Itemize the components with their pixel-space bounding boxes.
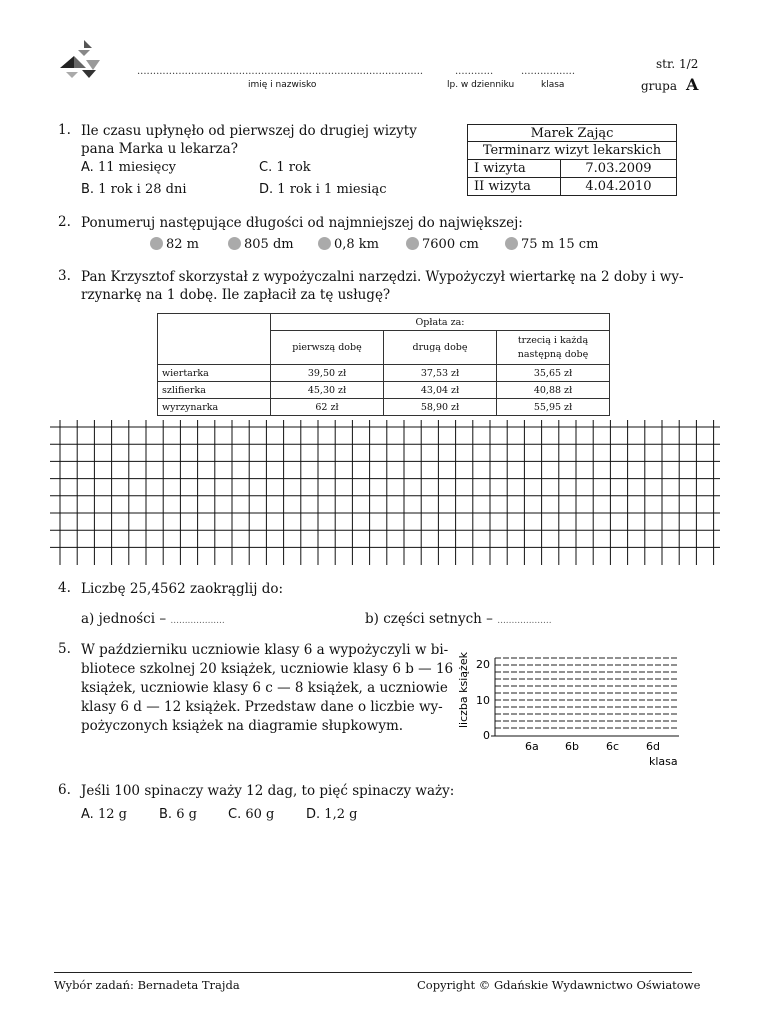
- table-row: wiertarka 39,50 zł 37,53 zł 35,65 zł: [158, 365, 610, 382]
- name-dots: ..........................................................................................: [137, 66, 424, 77]
- q6-option-b[interactable]: B. 6 g: [159, 807, 197, 822]
- q2-item[interactable]: 75 m 15 cm: [505, 237, 598, 252]
- rental-price-table: [157, 313, 610, 416]
- q6-option-c[interactable]: C. 60 g: [228, 807, 275, 822]
- circle-icon: [150, 237, 163, 250]
- table-row: wyrzynarka 62 zł 58,90 zł 55,95 zł: [158, 399, 610, 416]
- q2-item[interactable]: 805 dm: [228, 237, 294, 252]
- q6-option-a[interactable]: A. 12 g: [81, 807, 127, 822]
- footer-left: Wybór zadań: Bernadeta Trajda: [54, 978, 240, 992]
- visit-schedule-table: [467, 124, 677, 196]
- q1-text-line2: pana Marka u lekarza?: [81, 141, 238, 157]
- col-second-day: drugą dobę: [384, 331, 497, 365]
- q5-number: 5.: [58, 641, 71, 657]
- chart-xlabel: klasa: [649, 755, 678, 768]
- q1-text-line1: Ile czasu upłynęło od pierwszej do drugiej wizyty: [81, 123, 417, 139]
- q6-number: 6.: [58, 782, 71, 798]
- q1-number: 1.: [58, 122, 71, 138]
- publisher-logo: [56, 40, 106, 80]
- chart-xtick: 6a: [525, 740, 539, 753]
- chart-ytick: 0: [483, 729, 490, 742]
- table-row: szlifierka 45,30 zł 43,04 zł 40,88 zł: [158, 382, 610, 399]
- q6-option-d[interactable]: D. 1,2 g: [306, 807, 358, 822]
- group-label: grupa: [641, 79, 677, 93]
- col-next-days: trzecią i każdą następną dobę: [497, 331, 610, 365]
- q6-text: Jeśli 100 spinaczy waży 12 dag, to pięć spinaczy waży:: [81, 783, 455, 799]
- class-label: klasa: [541, 80, 565, 90]
- circle-icon: [505, 237, 518, 250]
- q5-line: bliotece szkolnej 20 książek, uczniowie klasy 6 b — 16: [81, 661, 454, 677]
- lp-dots: ............: [455, 66, 494, 77]
- q3-text-line1: Pan Krzysztof skorzystał z wypożyczalni narzędzi. Wypożyczył wiertarkę na 2 doby i wy-: [81, 269, 684, 285]
- q5-line: W październiku uczniowie klasy 6 a wypożyczyli w bi-: [81, 642, 449, 658]
- chart-xtick: 6d: [646, 740, 660, 753]
- q1-option-a[interactable]: A. 11 miesięcy: [81, 160, 176, 175]
- chart-ylabel: liczba książek: [457, 652, 470, 728]
- q3-number: 3.: [58, 268, 71, 284]
- page-number: str. 1/2: [656, 57, 699, 71]
- q2-item[interactable]: 0,8 km: [318, 237, 379, 252]
- chart-ytick: 10: [476, 694, 490, 707]
- q1-option-d[interactable]: D. 1 rok i 1 miesiąc: [259, 182, 387, 197]
- chart-xtick: 6c: [606, 740, 620, 753]
- q5-line: książek, uczniowie klasy 6 c — 8 książek, a uczniowie: [81, 680, 448, 696]
- footer-right: Copyright © Gdańskie Wydawnictwo Oświatowe: [417, 978, 701, 992]
- circle-icon: [318, 237, 331, 250]
- q2-text: Ponumeruj następujące długości od najmniejszej do największej:: [81, 215, 523, 231]
- visit-table-title2: Terminarz wizyt lekarskich: [468, 142, 677, 160]
- q1-option-b[interactable]: B. 1 rok i 28 dni: [81, 182, 187, 197]
- lp-label: lp. w dzienniku: [447, 80, 515, 90]
- chart-ytick: 20: [476, 658, 490, 671]
- q4-text: Liczbę 25,4562 zaokrąglij do:: [81, 581, 284, 597]
- footer-divider: [54, 972, 692, 973]
- table-row: II wizyta 4.04.2010: [468, 178, 677, 196]
- q5-line: pożyczonych książek na diagramie słupkowym.: [81, 718, 404, 734]
- table-row: I wizyta 7.03.2009: [468, 160, 677, 178]
- answer-grid[interactable]: [50, 420, 720, 565]
- bar-chart-blank[interactable]: [455, 648, 695, 770]
- col-first-day: pierwszą dobę: [271, 331, 384, 365]
- q2-item[interactable]: 7600 cm: [406, 237, 479, 252]
- rental-table-header: Opłata za:: [271, 314, 610, 331]
- q2-number: 2.: [58, 214, 71, 230]
- q3-text-line2: rzynarkę na 1 dobę. Ile zapłacił za tę usługę?: [81, 287, 391, 303]
- q4-part-a[interactable]: a) jedności – ...................: [81, 611, 225, 627]
- chart-xtick: 6b: [565, 740, 579, 753]
- visit-table-title1: Marek Zając: [468, 125, 677, 142]
- q4-number: 4.: [58, 580, 71, 596]
- q1-option-c[interactable]: C. 1 rok: [259, 160, 311, 175]
- name-label: imię i nazwisko: [248, 80, 317, 90]
- chart-gridlines: [495, 658, 679, 728]
- q2-item[interactable]: 82 m: [150, 237, 199, 252]
- group-letter: A: [686, 75, 699, 94]
- q5-line: klasy 6 d — 12 książek. Przedstaw dane o liczbie wy-: [81, 699, 443, 715]
- q4-part-b[interactable]: b) części setnych – ...................: [365, 611, 552, 627]
- circle-icon: [406, 237, 419, 250]
- circle-icon: [228, 237, 241, 250]
- class-dots: .................: [521, 66, 576, 77]
